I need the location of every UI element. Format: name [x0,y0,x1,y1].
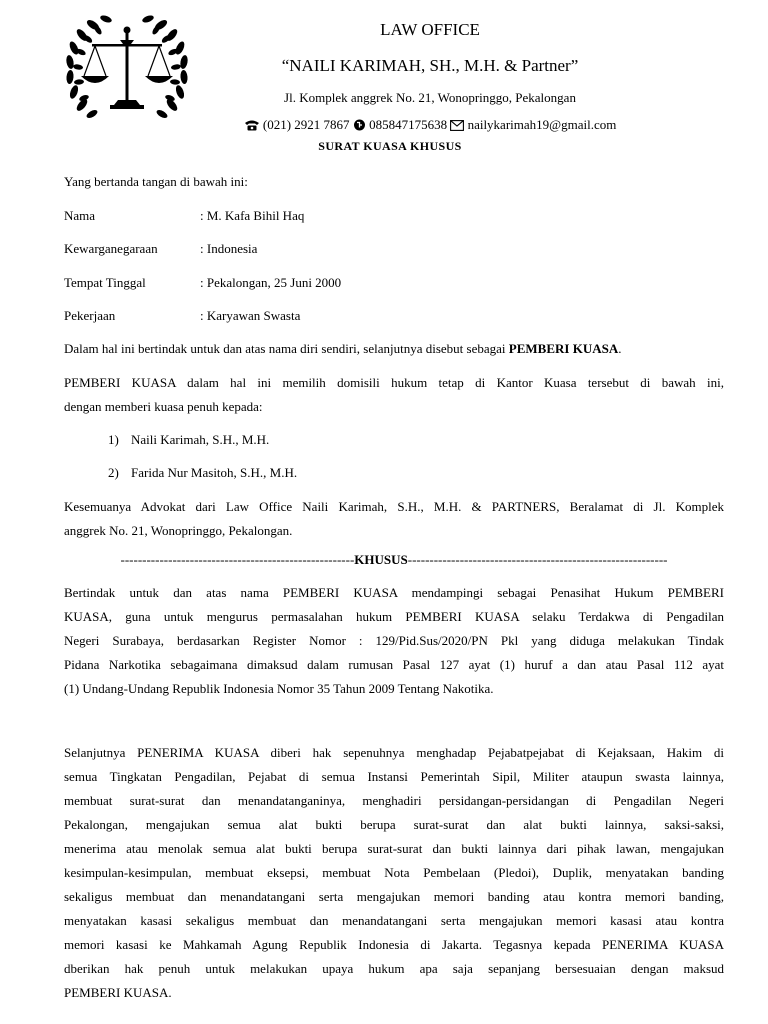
mobile-number: 085847175638 [369,117,448,132]
identity-label-residence: Tempat Tinggal [64,275,146,290]
paragraph1-line-5: (1) Undang-Undang Republik Indonesia Nomor 35 Tahun 2009 Tentang Nakotika. [64,681,494,696]
identity-label-occupation: Pekerjaan [64,308,116,323]
identity-label-citizenship: Kewarganegaraan [64,241,158,256]
acting-end: . [618,341,622,356]
identity-value-name: : M. Kafa Bihil Haq [200,208,305,223]
paragraph1-line-4: Pidana Narkotika sebagaimana dimaksud dalam rumusan Pasal 127 ayat (1) huruf a dan atau Pasal 112 ayat [64,657,724,672]
office-address: Jl. Komplek anggrek No. 21, Wonopringgo, Pekalongan [284,90,576,105]
paragraph2-line-6: kesimpulan-kesimpulan, membuat eksepsi, membuat Nota Pembelaan (Pledoi), Duplik, menyatakan banding [64,865,724,880]
email-address: nailykarimah19@gmail.com [467,117,617,132]
attorney-1-name: Naili Karimah, S.H., M.H. [131,432,270,447]
paragraph2-line-7: sekaligus membuat dan menandatangani serta mengajukan memori banding atau kontra memori banding, [64,889,724,904]
scales-of-justice-logo [62,10,192,128]
paragraph2-line-11: PEMBERI KUASA. [64,985,172,1000]
identity-value-citizenship: : Indonesia [200,241,258,256]
paragraph2-line-9: memori kasasi ke Mahkamah Agung Republik Indonesia di Jakarta. Tegasnya kepada PENERIMA KUASA [64,937,724,952]
paragraph2-line-8: menyatakan kasasi sekaligus membuat dan menandatangani serta mengajukan memori kasasi atau kontra [64,913,724,928]
identity-value-residence: : Pekalongan, 25 Juni 2000 [200,275,342,290]
paragraph2-line-1: Selanjutnya PENERIMA KUASA diberi hak sepenuhnya menghadap Pejabatpejabat di Kejaksaan, Hakim di [64,745,724,760]
attorney-2-name: Farida Nur Masitoh, S.H., M.H. [131,465,298,480]
divider-left: ------------------------------------------------------ [120,552,355,567]
identity-label-name: Nama [64,208,96,223]
office-heading: LAW OFFICE [380,20,480,39]
section-divider [64,552,724,568]
paragraph2-line-10: dberikan hak penuh untuk melakukan upaya hukum apa saja sepanjang bersesuaian dengan maksud [64,961,724,976]
phone-icon [244,119,260,131]
domicile-line-2: dengan memberi kuasa penuh kepada: [64,399,263,414]
advocates-line-1: Kesemuanya Advokat dari Law Office Naili Karimah, S.H., M.H. & PARTNERS, Beralamat di Jl. Komplek [64,499,724,514]
intro-text: Yang bertanda tangan di bawah ini: [64,174,248,189]
paragraph2-line-3: membuat surat-surat dan menandatanganinya, menghadiri persidangan-persidangan di Pengadilan Negeri [64,793,724,808]
paragraph1-line-3: Negeri Surabaya, berdasarkan Register Nomor : 129/Pid.Sus/2020/PN Pkl yang diduga melakukan Tindak [64,633,724,648]
divider-word: KHUSUS [354,552,408,567]
paragraph2-line-5: menerima atau menolak semua alat bukti berupa surat-surat dan bukti lainnya dari pihak lawan, mengajukan [64,841,724,856]
acting-text: Dalam hal ini bertindak untuk dan atas nama diri sendiri, selanjutnya disebut sebagai [64,341,509,356]
paragraph2-line-2: semua Tingkatan Pengadilan, Pejabat di semua Instansi Pemerintah Sipil, Militer ataupun swasta lainnya, [64,769,724,784]
domicile-line-1: PEMBERI KUASA dalam hal ini memilih domisili hukum tetap di Kantor Kuasa tersebut di bawah ini, [64,375,724,390]
attorney-2-number: 2) [108,465,119,480]
paragraph1-line-1: Bertindak untuk dan atas nama PEMBERI KUASA mendampingi sebagai Penasihat Hukum PEMBERI [64,585,724,600]
acting-statement [64,337,724,362]
attorney-1-number: 1) [108,432,119,447]
contact-line [190,117,670,133]
phone-number: (021) 2921 7867 [262,117,350,132]
advocates-line-2: anggrek No. 21, Wonopringgo, Pekalongan. [64,523,293,538]
document-title: SURAT KUASA KHUSUS [318,139,462,153]
paragraph1-line-2: KUASA, guna untuk mengurus permasalahan hukum PEMBERI KUASA selaku Terdakwa di Pengadilan [64,609,724,624]
mobile-icon [353,119,366,131]
envelope-icon [450,120,464,131]
grantor-term: PEMBERI KUASA [508,341,619,356]
identity-value-occupation: : Karyawan Swasta [200,308,301,323]
divider-right: ------------------------------------------------------------ [407,552,668,567]
firm-name: “NAILI KARIMAH, SH., M.H. & Partner” [281,56,579,75]
paragraph2-line-4: Pekalongan, mengajukan semua alat bukti berupa surat-surat dan alat bukti lainnya, saksi-saksi, [64,817,724,832]
